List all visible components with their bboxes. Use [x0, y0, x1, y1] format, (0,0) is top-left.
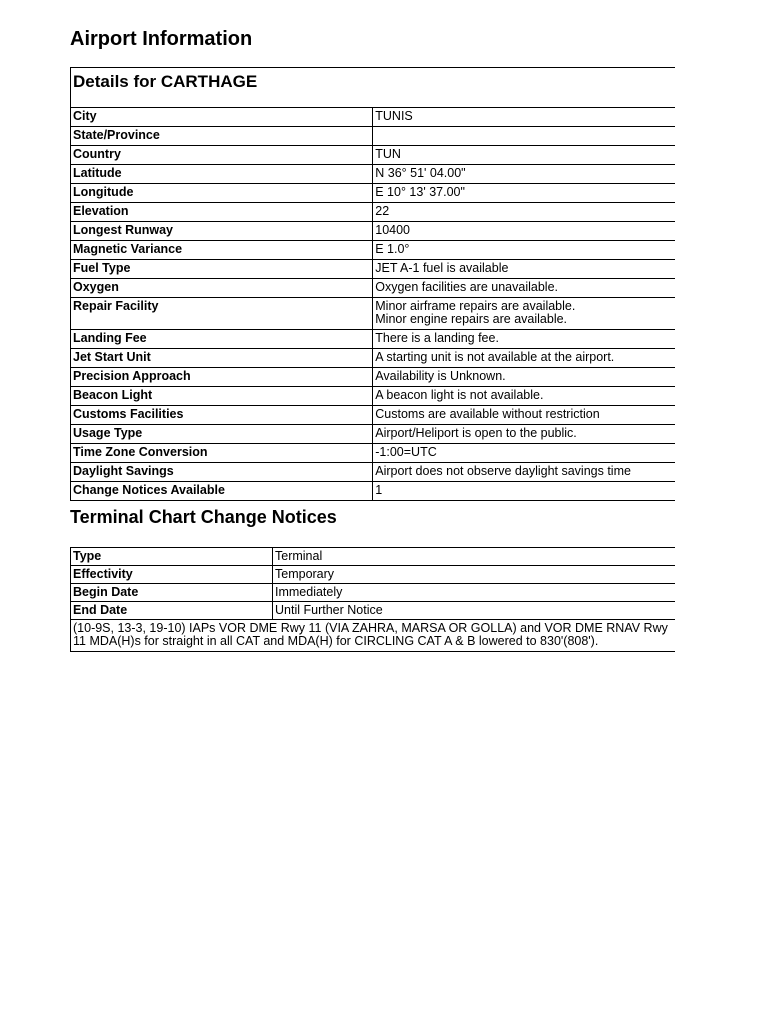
row-value: A starting unit is not available at the airport. — [373, 349, 675, 368]
row-label: Landing Fee — [71, 330, 373, 349]
table-row — [71, 127, 676, 146]
row-label: Usage Type — [71, 425, 373, 444]
row-label: Fuel Type — [71, 260, 373, 279]
row-label: End Date — [71, 602, 273, 620]
table-row — [71, 146, 676, 165]
row-value: Minor airframe repairs are available. Minor engine repairs are available. — [373, 298, 675, 330]
row-label: Oxygen — [71, 279, 373, 298]
row-label: Beacon Light — [71, 387, 373, 406]
table-row — [71, 463, 676, 482]
section-title: Terminal Chart Change Notices — [70, 507, 337, 527]
row-label: Begin Date — [71, 584, 273, 602]
row-label: Jet Start Unit — [71, 349, 373, 368]
table-row — [71, 184, 676, 203]
row-value: Oxygen facilities are unavailable. — [373, 279, 675, 298]
airport-details-header: Details for CARTHAGE — [71, 68, 676, 108]
row-value: 10400 — [373, 222, 675, 241]
table-row — [71, 584, 676, 602]
row-value: TUN — [373, 146, 675, 165]
row-label: Effectivity — [71, 566, 273, 584]
table-row — [71, 566, 676, 584]
row-label: State/Province — [71, 127, 373, 146]
row-label: Longest Runway — [71, 222, 373, 241]
row-value: N 36° 51' 04.00" — [373, 165, 675, 184]
notice-description: (10-9S, 13-3, 19-10) IAPs VOR DME Rwy 11 (VIA ZAHRA, MARSA OR GOLLA) and VOR DME RNAV Rwy 11 MDA(H)s for straight in all CAT and MDA(H) for CIRCLING CAT A & B lowered to 830'(808'). — [71, 620, 676, 652]
row-label: Customs Facilities — [71, 406, 373, 425]
row-value: Availability is Unknown. — [373, 368, 675, 387]
table-row — [71, 108, 676, 127]
table-row — [71, 241, 676, 260]
row-value: Customs are available without restriction — [373, 406, 675, 425]
table-row — [71, 298, 676, 330]
row-value: Airport/Heliport is open to the public. — [373, 425, 675, 444]
row-value: E 1.0° — [373, 241, 675, 260]
row-value: 22 — [373, 203, 675, 222]
row-label: Precision Approach — [71, 368, 373, 387]
page-title: Airport Information — [70, 28, 253, 50]
table-row — [71, 482, 676, 501]
row-label: Repair Facility — [71, 298, 373, 330]
row-value: Temporary — [273, 566, 676, 584]
row-value: TUNIS — [373, 108, 675, 127]
airport-details-table — [70, 67, 675, 501]
table-row — [71, 349, 676, 368]
row-value: Until Further Notice — [273, 602, 676, 620]
row-value: JET A-1 fuel is available — [373, 260, 675, 279]
table-row — [71, 279, 676, 298]
row-label: City — [71, 108, 373, 127]
table-row — [71, 406, 676, 425]
row-value: E 10° 13' 37.00" — [373, 184, 675, 203]
table-row — [71, 330, 676, 349]
table-row — [71, 620, 676, 652]
row-label: Latitude — [71, 165, 373, 184]
row-value: There is a landing fee. — [373, 330, 675, 349]
row-label: Elevation — [71, 203, 373, 222]
row-value: -1:00=UTC — [373, 444, 675, 463]
row-value — [373, 127, 675, 146]
row-label: Country — [71, 146, 373, 165]
table-row — [71, 444, 676, 463]
row-label: Longitude — [71, 184, 373, 203]
row-value: Immediately — [273, 584, 676, 602]
table-row — [71, 203, 676, 222]
row-label: Type — [71, 548, 273, 566]
row-label: Change Notices Available — [71, 482, 373, 501]
table-row — [71, 602, 676, 620]
table-row — [71, 548, 676, 566]
table-row — [71, 368, 676, 387]
table-row — [71, 425, 676, 444]
row-value: A beacon light is not available. — [373, 387, 675, 406]
table-row — [71, 387, 676, 406]
row-value: 1 — [373, 482, 675, 501]
table-row — [71, 222, 676, 241]
change-notices-table — [70, 547, 675, 652]
row-label: Daylight Savings — [71, 463, 373, 482]
row-label: Magnetic Variance — [71, 241, 373, 260]
row-label: Time Zone Conversion — [71, 444, 373, 463]
row-value: Terminal — [273, 548, 676, 566]
table-row — [71, 260, 676, 279]
row-value: Airport does not observe daylight savings time — [373, 463, 675, 482]
table-row — [71, 165, 676, 184]
